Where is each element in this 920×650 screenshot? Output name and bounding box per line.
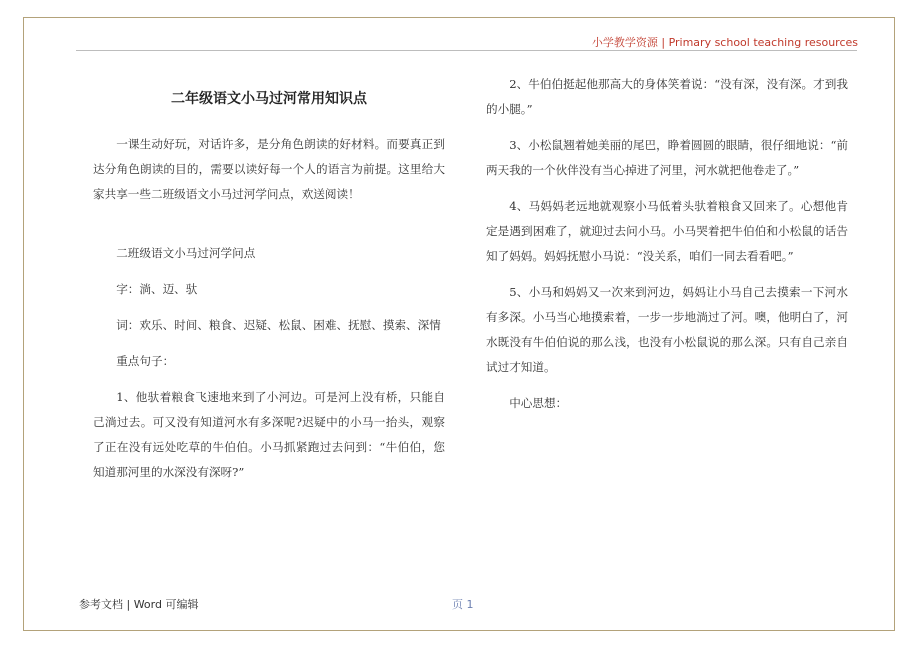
spacer — [93, 338, 445, 349]
sentence-3: 3、小松鼠翘着她美丽的尾巴，睁着圆圆的眼睛，很仔细地说：“前两天我的一个伙伴没有当心掉进了河里，河水就把他卷走了。” — [486, 138, 848, 177]
right-column — [486, 70, 848, 427]
words-line: 词：欢乐、时间、粮食、迟疑、松鼠、困难、抚慰、摸索、深情 — [116, 318, 441, 332]
characters-line: 字：淌、迈、驮 — [116, 282, 198, 296]
spacer — [93, 374, 445, 385]
sentence-1: 1、他驮着粮食飞速地来到了小河边。可是河上没有桥，只能自己淌过去。可又没有知道河水有多深呢?迟疑中的小马一抬头，观察了正在没有远处吃草的牛伯伯。小马抓紧跑过去问到：“牛伯伯，您知道那河里的水深没有深呀?” — [93, 390, 445, 479]
spacer — [93, 302, 445, 313]
document-title: 二年级语文小马过河常用知识点 — [171, 91, 367, 107]
sentence-2: 2、牛伯伯挺起他那高大的身体笑着说：“没有深，没有深。才到我的小腿。” — [486, 77, 848, 116]
left-column — [93, 70, 445, 485]
section-heading: 二班级语文小马过河学问点 — [116, 246, 256, 260]
header-brand: 小学教学资源 | Primary school teaching resources — [591, 36, 858, 49]
page-number: 页 1 — [452, 598, 474, 611]
spacer — [93, 207, 445, 241]
spacer — [93, 266, 445, 277]
sentence-4: 4、马妈妈老远地就观察小马低着头驮着粮食又回来了。心想他肯定是遇到困难了，就迎过去问小马。小马哭着把牛伯伯和小松鼠的话告知了妈妈。妈妈抚慰小马说：“没关系，咱们一同去看看吧。” — [486, 199, 848, 263]
header-divider — [76, 50, 857, 51]
key-sentences-heading: 重点句子： — [116, 354, 175, 368]
footer-label: 参考文档 | Word 可编辑 — [79, 598, 199, 611]
sentence-5: 5、小马和妈妈又一次来到河边，妈妈让小马自己去摸索一下河水有多深。小马当心地摸索着，一步一步地淌过了河。噢，他明白了，河水既没有牛伯伯说的那么浅，也没有小松鼠说的那么深。只有自己亲自试过才知道。 — [486, 285, 848, 374]
central-idea-heading: 中心思想： — [509, 396, 568, 410]
intro-paragraph: 一课生动好玩，对话许多，是分角色朗读的好材料。而要真正到达分角色朗读的目的，需要以读好每一个人的语言为前提。这里给大家共享一些二班级语文小马过河学问点，欢送阅读！ — [93, 137, 445, 201]
